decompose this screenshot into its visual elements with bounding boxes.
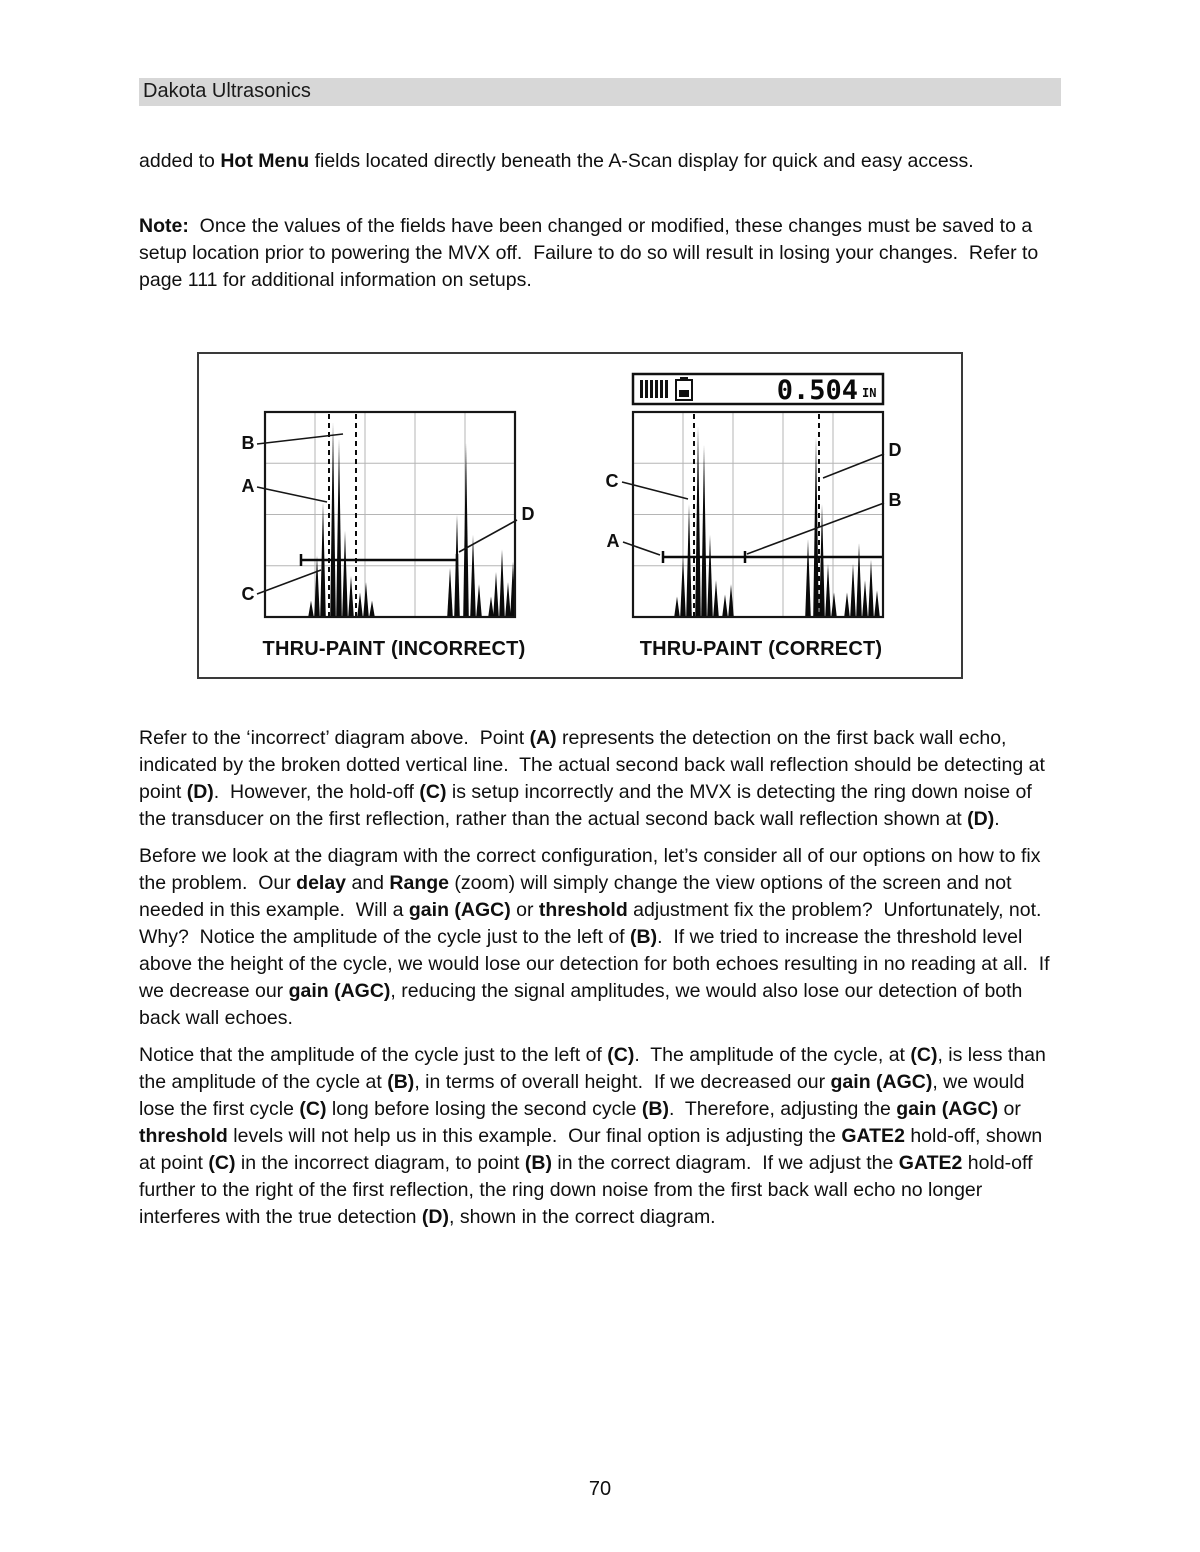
ascan-incorrect-diagram [233,364,555,626]
readout-value: 0.504 [776,375,858,406]
svg-text:A: A [241,476,255,496]
page-number: 70 [588,1478,612,1500]
readout-unit: IN [862,386,877,400]
paragraph-gate2: Notice that the amplitude of the cycle just to the left of (C). The amplitude of the cycle, at (C), is less than the amplitude of the cycle at (B), in terms of overall height. If we decreased our gain (AGC), we would lose the first cycle (C) long before losing the second cycle (B). Therefore, adjusting the gain (AGC) or threshold levels will not help us in this example. Our final option is adjusting the GATE2 hold-off, shown at point (C) in the incorrect diagram, to point (B) in the correct diagram. If we adjust the GATE2 hold-off further to the right of the first reflection, the ring down noise from the first back wall echo no longer interferes with the true detection (D), shown in the correct diagram. [139,1044,1052,1228]
caption-correct: THRU-PAINT (CORRECT) [639,638,883,660]
svg-text:D: D [888,440,902,460]
figure-box [197,352,963,679]
readout-panel [633,374,883,406]
page-header-title: Dakota Ultrasonics [143,80,311,102]
svg-text:D: D [521,504,535,524]
diagrams-row [205,364,955,661]
paragraph-options: Before we look at the diagram with the correct configuration, let’s consider all of our options on how to fix the problem. Our delay and Range (zoom) will simply change the view options of the screen and not needed in this example. Will a gain (AGC) or threshold adjustment fix the problem? Unfortunately, not. Why? Notice the amplitude of the cycle just to the left of (B). If we tried to increase the threshold level above the height of the cycle, we would lose our detection for both echoes resulting in no reading at all. If we decrease our gain (AGC), reducing the signal amplitudes, we would also lose our detection of both back wall echoes. [139,845,1055,1029]
svg-text:C: C [241,584,255,604]
svg-text:B: B [888,490,902,510]
paragraph-incorrect-explained: Refer to the ‘incorrect’ diagram above. Point (A) represents the detection on the first back wall echo, indicated by the broken dotted vertical line. The actual second back wall reflection should be detecting at point (D). However, the hold-off (C) is setup incorrectly and the MVX is detecting the ring down noise of the transducer on the first reflection, rather than the actual second back wall reflection shown at (D). [139,727,1051,830]
svg-text:B: B [241,433,255,453]
diagram-incorrect [233,364,555,661]
svg-text:A: A [606,531,620,551]
ascan-correct-diagram [595,364,927,626]
caption-incorrect: THRU-PAINT (INCORRECT) [262,638,526,660]
paragraph-hot-menu: added to Hot Menu fields located directly beneath the A-Scan display for quick and easy access. [139,150,974,172]
page-header-bar [139,78,1061,106]
paragraph-note: Note: Once the values of the fields have been changed or modified, these changes must be saved to a setup location prior to powering the MVX off. Failure to do so will result in losing your changes. Refer to page 111 for additional information on setups. [139,215,1044,291]
ascan-plot-incorrect [242,412,535,617]
ascan-plot-correct [606,412,902,617]
svg-text:C: C [605,471,619,491]
diagram-correct [595,364,927,661]
